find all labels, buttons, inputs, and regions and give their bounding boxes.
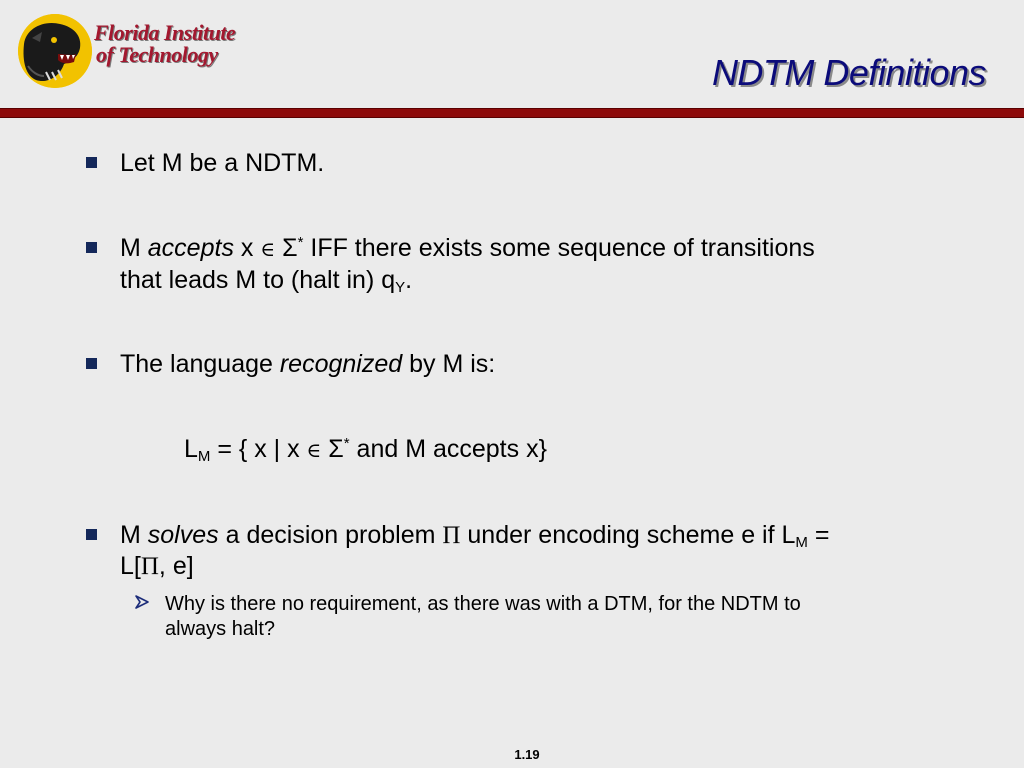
element-of-symbol: ∈ bbox=[306, 438, 322, 462]
emphasis-solves: solves bbox=[147, 521, 219, 549]
text-run: L bbox=[184, 435, 198, 463]
sub-bullet-text bbox=[165, 592, 801, 642]
square-bullet-icon bbox=[86, 358, 97, 369]
text-run: = { x | x bbox=[210, 435, 307, 463]
text-run: The language bbox=[120, 350, 280, 378]
logo-line-2: of Technology bbox=[96, 42, 218, 67]
text-run: that leads M to (halt in) q bbox=[120, 266, 396, 294]
logo-line-1: Florida Institute bbox=[94, 20, 236, 45]
text-run: and M accepts x} bbox=[349, 435, 547, 463]
square-bullet-icon bbox=[86, 242, 97, 253]
text-run: a decision problem bbox=[218, 521, 443, 549]
text-run: IFF there exists some sequence of transitions bbox=[303, 234, 815, 262]
bullet-1-text: Let M be a NDTM. bbox=[120, 149, 325, 177]
text-run: Σ bbox=[321, 435, 344, 463]
text-run: L[ bbox=[120, 552, 141, 580]
bullet-3-text bbox=[120, 349, 495, 380]
text-run: Σ bbox=[275, 234, 298, 262]
text-run: Why is there no requirement, as there was with a DTM, for the NDTM to bbox=[165, 593, 801, 615]
pi-symbol: Π bbox=[140, 553, 159, 580]
subscript-y: Y bbox=[395, 279, 406, 296]
bullet-2-text bbox=[120, 233, 815, 296]
page-number: 1.19 bbox=[514, 747, 540, 762]
text-run: x bbox=[233, 234, 261, 262]
text-run: M bbox=[120, 234, 148, 262]
text-run: , e] bbox=[158, 552, 194, 580]
emphasis-accepts: accepts bbox=[147, 234, 234, 262]
square-bullet-icon bbox=[86, 529, 97, 540]
element-of-symbol: ∈ bbox=[260, 237, 276, 261]
square-bullet-icon bbox=[86, 157, 97, 168]
superscript-star: * bbox=[343, 435, 350, 452]
text-run: by M is: bbox=[402, 350, 496, 378]
language-formula bbox=[184, 434, 547, 466]
subscript-m: M bbox=[197, 448, 211, 465]
bullet-4-text bbox=[120, 520, 829, 582]
slide-title: NDTM Definitions bbox=[711, 52, 986, 93]
text-run: under encoding scheme e if L bbox=[460, 521, 796, 549]
pi-symbol: Π bbox=[442, 522, 461, 549]
arrow-bullet-icon bbox=[134, 594, 150, 614]
text-run: M bbox=[120, 521, 148, 549]
text-run: always halt? bbox=[165, 618, 276, 640]
emphasis-recognized: recognized bbox=[279, 350, 403, 378]
text-run: = bbox=[807, 521, 830, 549]
superscript-star: * bbox=[297, 234, 304, 251]
subscript-m: M bbox=[795, 534, 808, 551]
text-run: . bbox=[405, 266, 413, 294]
